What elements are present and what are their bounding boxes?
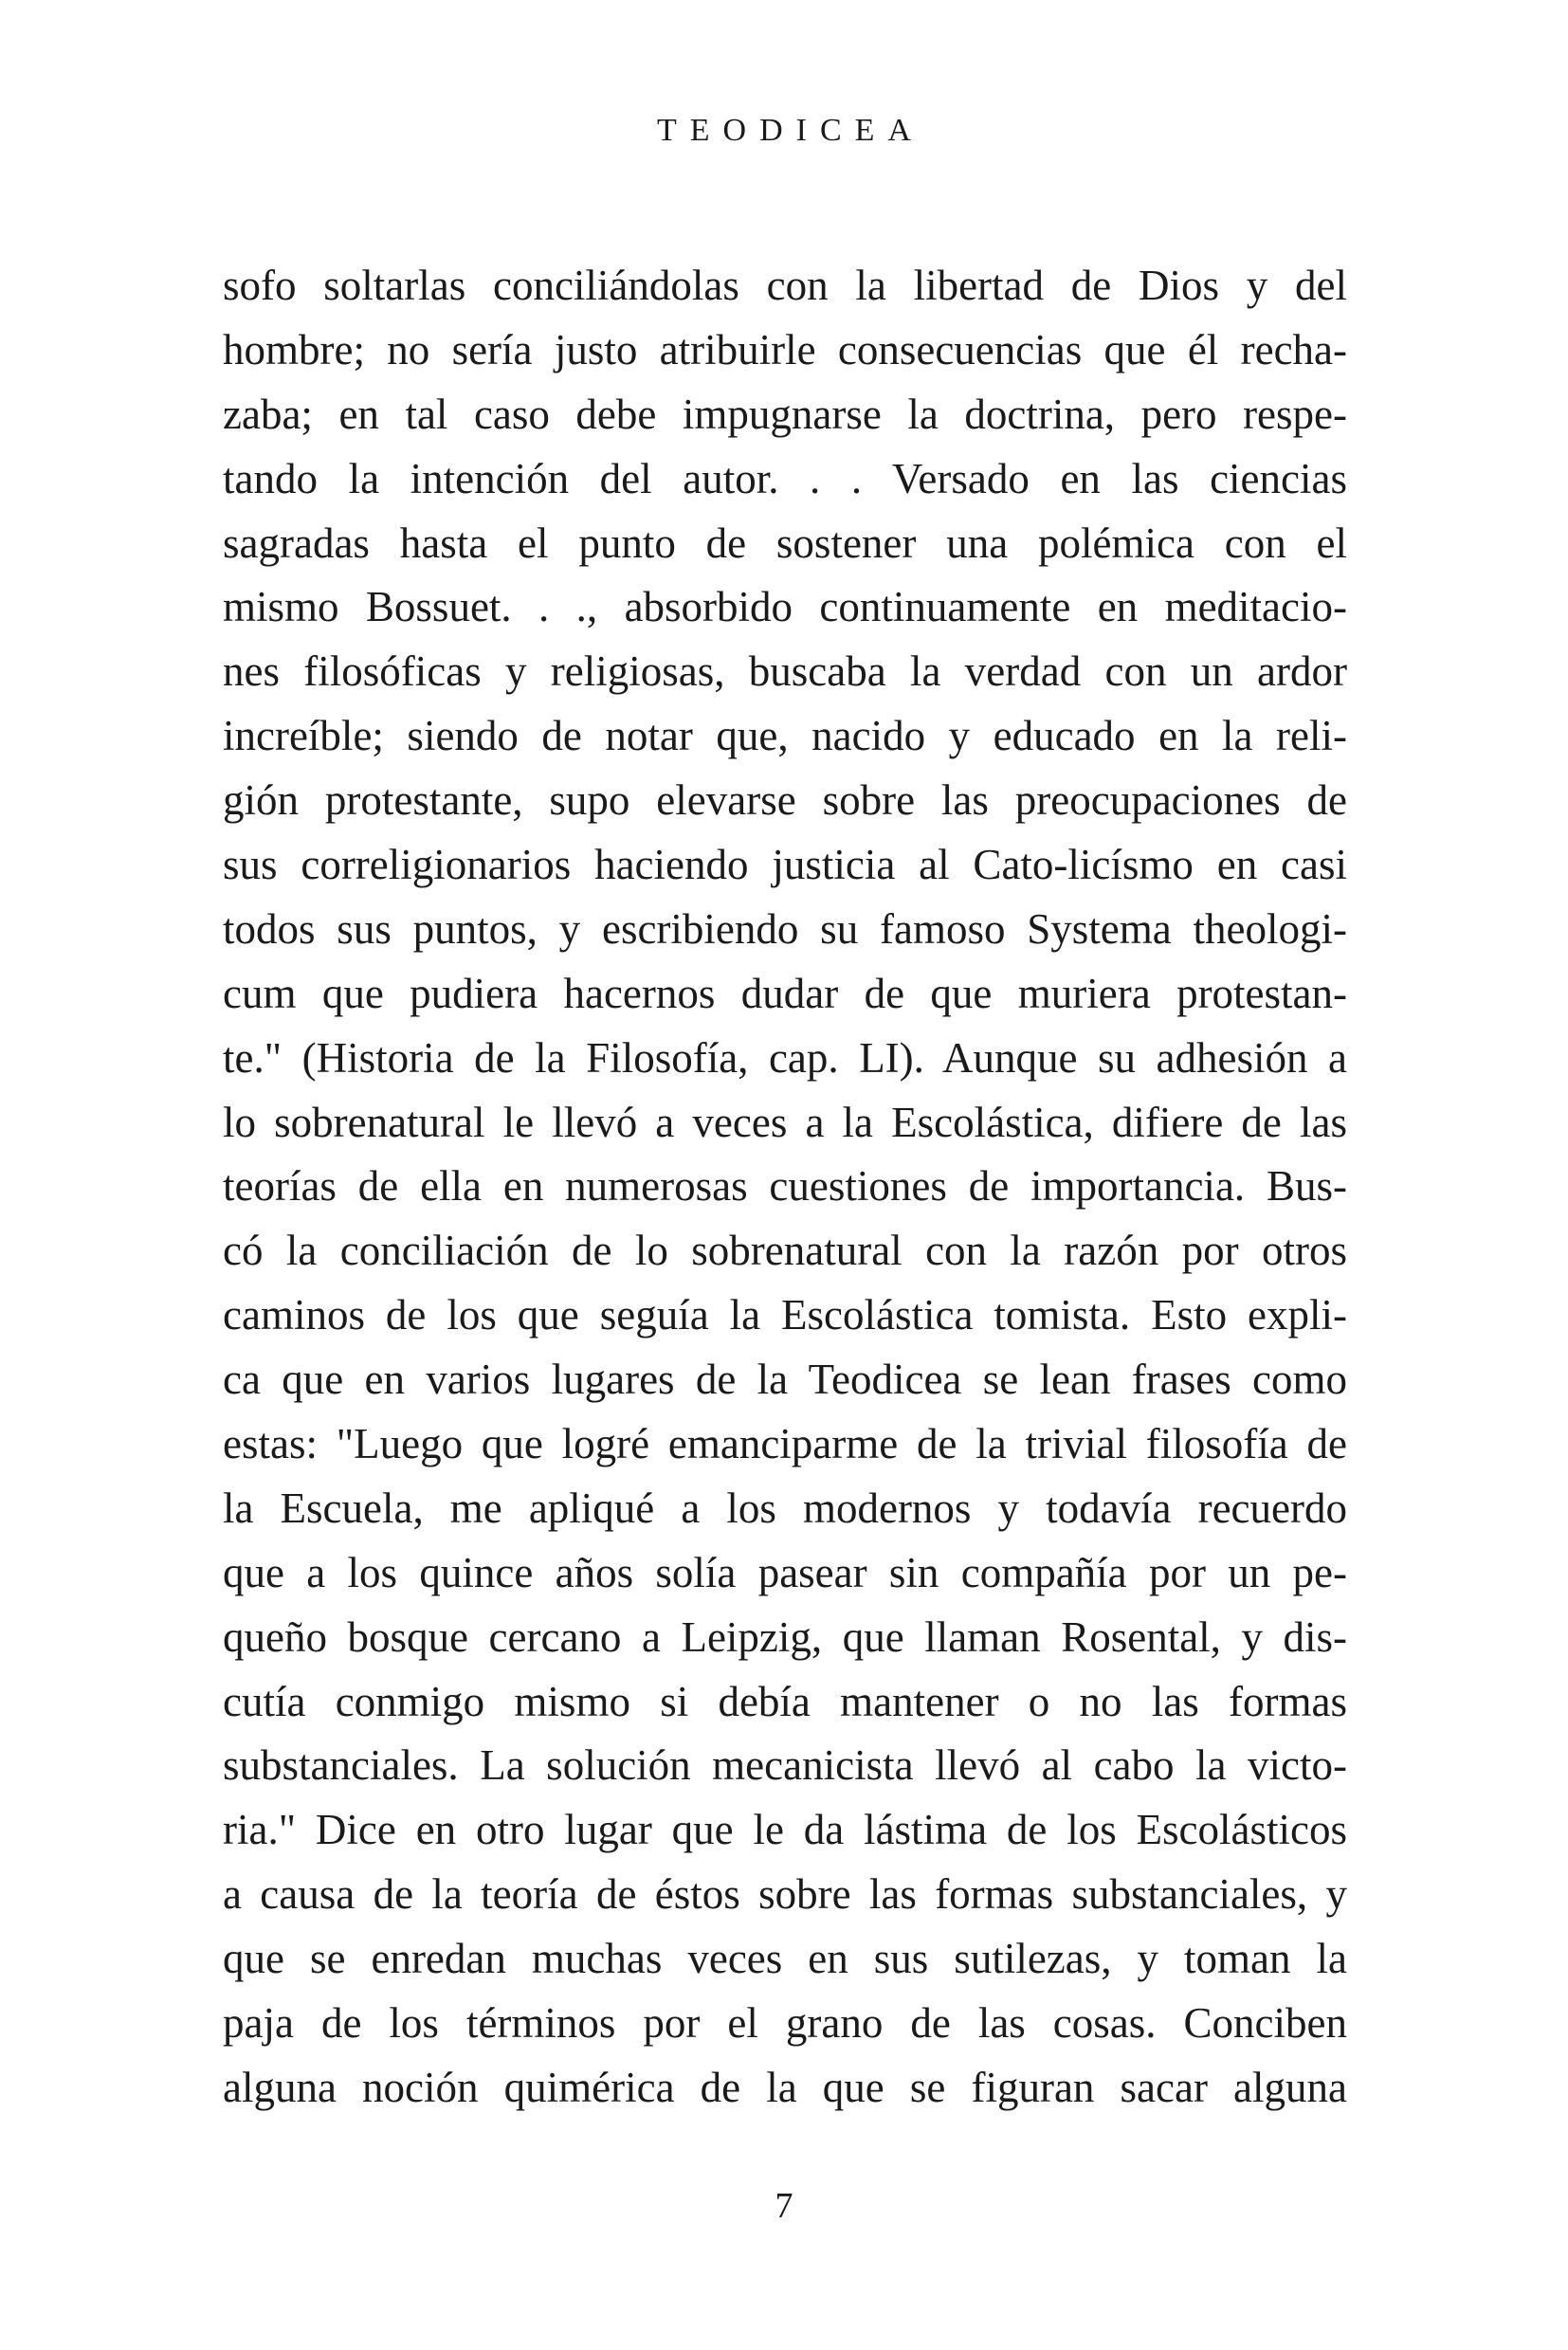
page-number: 7 [775, 2186, 793, 2226]
text-line: ria." Dice en otro lugar que le da lástima de los Escolásticos [223, 1806, 1347, 1854]
text-line: te." (Historia de la Filosofía, cap. LI). Aunque su adhesión a [223, 1033, 1347, 1082]
text-line: lo sobrenatural le llevó a veces a la Escolástica, difiere de las [223, 1098, 1347, 1146]
text-line: mismo Bossuet. . ., absorbido continuamente en meditacio- [223, 583, 1347, 631]
text-line: tando la intención del autor. . . Versado en las ciencias [223, 454, 1347, 502]
text-line: que a los quince años solía pasear sin compañía por un pe- [223, 1548, 1347, 1596]
text-line: queño bosque cercano a Leipzig, que llaman Rosental, y dis- [223, 1612, 1347, 1661]
text-line: la Escuela, me apliqué a los modernos y todavía recuerdo [223, 1484, 1347, 1532]
body-text [223, 254, 1347, 2121]
text-line: nes filosóficas y religiosas, buscaba la verdad con un ardor [223, 647, 1347, 696]
text-line: sus correligionarios haciendo justicia al Cato-licísmo en casi [223, 841, 1347, 889]
text-line: a causa de la teoría de éstos sobre las formas substanciales, y [223, 1870, 1347, 1919]
text-line: teorías de ella en numerosas cuestiones de importancia. Bus- [223, 1162, 1347, 1211]
text-line: estas: "Luego que logré emanciparme de la trivial filosofía de [223, 1420, 1347, 1468]
text-line: có la conciliación de lo sobrenatural con la razón por otros [223, 1227, 1347, 1275]
text-line: increíble; siendo de notar que, nacido y educado en la reli- [223, 712, 1347, 760]
text-line: zaba; en tal caso debe impugnarse la doctrina, pero respe- [223, 390, 1347, 438]
text-line: gión protestante, supo elevarse sobre las preocupaciones de [223, 776, 1347, 825]
text-line: substanciales. La solución mecanicista llevó al cabo la victo- [223, 1741, 1347, 1790]
running-title: TEODICEA [657, 113, 924, 148]
text-line: cum que pudiera hacernos dudar de que muriera protestan- [223, 969, 1347, 1017]
text-line: hombre; no sería justo atribuirle consecuencias que él recha- [223, 325, 1347, 373]
text-line: paja de los términos por el grano de las cosas. Conciben [223, 1999, 1347, 2048]
text-line: caminos de los que seguía la Escolástica tomista. Esto expli- [223, 1291, 1347, 1339]
text-line: todos sus puntos, y escribiendo su famoso Systema theologi- [223, 904, 1347, 953]
text-line: sofo soltarlas conciliándolas con la libertad de Dios y del [223, 262, 1347, 309]
text-line: ca que en varios lugares de la Teodicea se lean frases como [223, 1356, 1347, 1404]
text-line: cutía conmigo mismo si debía mantener o no las formas [223, 1677, 1347, 1725]
text-line: sagradas hasta el punto de sostener una polémica con el [223, 519, 1347, 567]
text-line: que se enredan muchas veces en sus sutilezas, y toman la [223, 1935, 1347, 1983]
text-line: alguna noción quimérica de la que se figuran sacar alguna [223, 2063, 1347, 2111]
